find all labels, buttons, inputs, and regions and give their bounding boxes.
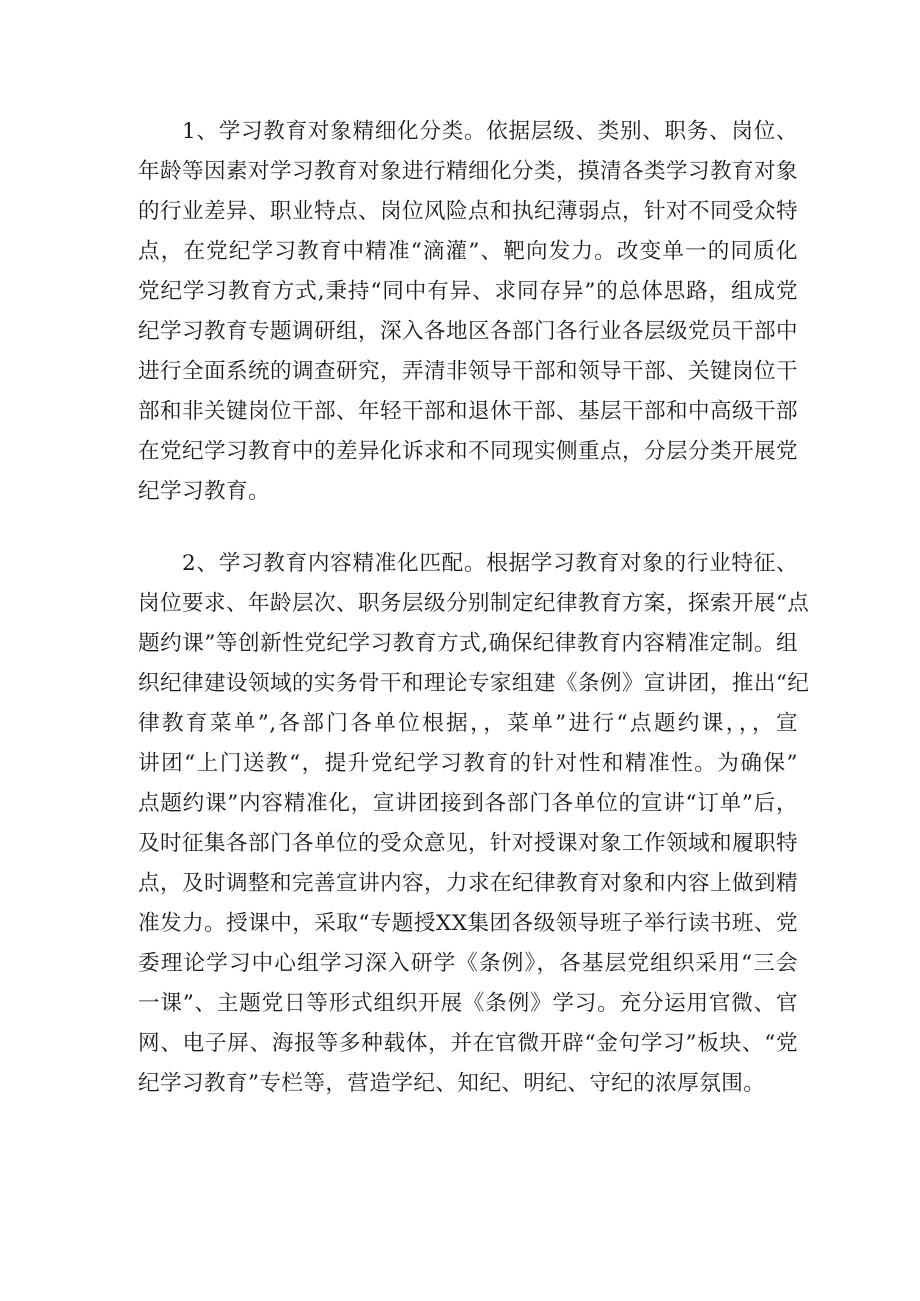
paragraph-line: 一课”、主题党日等形式组织开展《条例》学习。充分运用官微、官	[138, 991, 798, 1016]
paragraph-line: 年龄等因素对学习教育对象进行精细化分类，摸清各类学习教育对象	[138, 159, 798, 184]
paragraph-line: 网、电子屏、海报等多种载体，并在官微开辟“金句学习”板块、“党	[138, 1031, 798, 1056]
paragraph-1	[138, 112, 798, 512]
paragraph-line: 1、学习教育对象精细化分类。依据层级、类别、职务、岗位、	[182, 119, 798, 144]
paragraph-line: 织纪律建设领域的实务骨干和理论专家组建《条例》宣讲团，推出“纪	[138, 671, 810, 696]
paragraph-line: 纪学习教育”专栏等，营造学纪、知纪、明纪、守纪的浓厚氛围。	[138, 1071, 766, 1096]
paragraph-line: 讲团“上门送教“，提升党纪学习教育的针对性和精准性。为确保”	[138, 751, 798, 776]
paragraph-line: 及时征集各部门各单位的受众意见，针对授课对象工作领域和履职特	[138, 831, 798, 856]
paragraph-2	[138, 544, 810, 1104]
paragraph-line: 在党纪学习教育中的差异化诉求和不同现实侧重点，分层分类开展党	[138, 439, 798, 464]
paragraph-line: 点，及时调整和完善宣讲内容，力求在纪律教育对象和内容上做到精	[138, 871, 798, 896]
paragraph-line: 题约课”等创新性党纪学习教育方式,确保纪律教育内容精准定制。组	[138, 631, 798, 656]
paragraph-line: 纪学习教育。	[138, 479, 270, 504]
paragraph-line: 纪学习教育专题调研组，深入各地区各部门各行业各层级党员干部中	[138, 319, 798, 344]
paragraph-line: 部和非关键岗位干部、年轻干部和退休干部、基层干部和中高级干部	[138, 399, 798, 424]
paragraph-line: 律教育菜单”,各部门各单位根据，，菜单”进行“点题约课，，，宣	[138, 711, 798, 736]
paragraph-line: 准发力。授课中，采取“专题授XX集团各级领导班子举行读书班、党	[138, 911, 798, 936]
paragraph-line: 的行业差异、职业特点、岗位风险点和执纪薄弱点，针对不同受众特	[138, 199, 798, 224]
paragraph-spacer	[138, 512, 798, 544]
paragraph-line: 点题约课”内容精准化，宣讲团接到各部门各单位的宣讲“订单”后，	[138, 791, 798, 816]
paragraph-line: 2、学习教育内容精准化匹配。根据学习教育对象的行业特征、	[182, 551, 798, 576]
paragraph-line: 委理论学习中心组学习深入研学《条例》，各基层党组织采用“三会	[138, 951, 798, 976]
paragraph-line: 进行全面系统的调查研究，弄清非领导干部和领导干部、关键岗位干	[138, 359, 798, 384]
paragraph-line: 党纪学习教育方式,秉持“同中有异、求同存异”的总体思路，组成党	[138, 279, 798, 304]
document-body	[138, 112, 810, 1104]
paragraph-line: 岗位要求、年龄层次、职务层级分别制定纪律教育方案，探索开展“点	[138, 591, 810, 616]
paragraph-line: 点，在党纪学习教育中精准“滴灌”、靶向发力。改变单一的同质化	[138, 239, 798, 264]
